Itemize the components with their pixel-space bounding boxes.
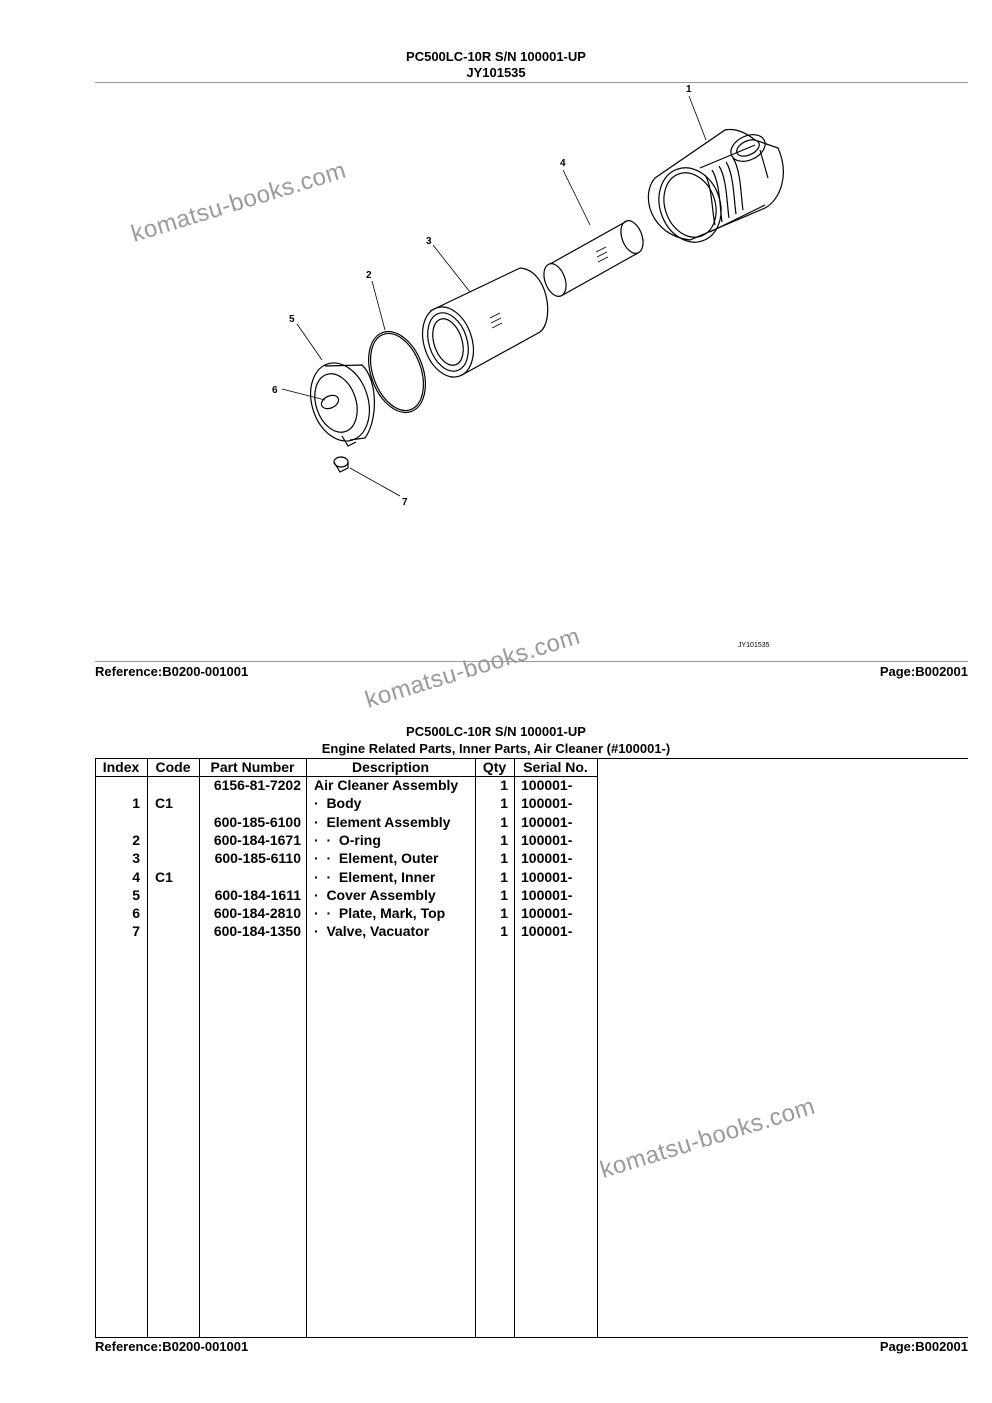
cell-serial: 100001-	[521, 850, 573, 867]
header-index: Index	[102, 759, 140, 775]
vacuator-valve	[334, 457, 348, 472]
header-part-number: Part Number	[210, 759, 295, 775]
cell-qty: 1	[500, 923, 508, 940]
cell-qty: 1	[500, 831, 508, 848]
cell-index: 5	[132, 886, 140, 903]
cell-serial: 100001-	[521, 886, 573, 903]
table-page-title: PC500LC-10R S/N 100001-UP	[406, 724, 586, 739]
watermark: komatsu-books.com	[597, 1092, 819, 1184]
cell-index: 7	[132, 923, 140, 940]
cell-serial: 100001-	[521, 831, 573, 848]
callout-3: 3	[426, 236, 432, 247]
cell-description: · Element Assembly	[314, 813, 451, 830]
cell-part-number: 600-184-1671	[213, 831, 301, 848]
cell-code: C1	[155, 795, 173, 812]
page-label: Page:B002001	[879, 664, 968, 679]
column-divider	[306, 758, 307, 1338]
cell-part-number: 6156-81-7202	[213, 777, 301, 793]
callout-1: 1	[686, 84, 692, 95]
cell-serial: 100001-	[521, 868, 573, 885]
drawing-number: JY101535	[466, 65, 526, 80]
cell-description: · · Plate, Mark, Top	[314, 905, 446, 922]
column-divider	[147, 758, 148, 1338]
watermark: komatsu-books.com	[362, 622, 584, 714]
cell-qty: 1	[500, 813, 508, 830]
reference-label: Reference:B0200-001001	[95, 1339, 249, 1354]
header-code: Code	[155, 759, 191, 775]
cell-description: · Cover Assembly	[314, 886, 436, 903]
page-label: Page:B002001	[879, 1339, 968, 1354]
cell-part-number: 600-184-1350	[213, 923, 301, 940]
page-title: PC500LC-10R S/N 100001-UP	[406, 49, 586, 64]
cell-part-number: 600-184-1611	[214, 886, 301, 903]
cell-index: 6	[132, 905, 140, 922]
cover-assembly	[301, 355, 379, 448]
cell-qty: 1	[500, 777, 508, 793]
reference-label: Reference:B0200-001001	[95, 664, 249, 679]
cell-part-number: 600-185-6100	[213, 813, 301, 830]
cell-serial: 100001-	[521, 923, 573, 940]
cell-serial: 100001-	[521, 813, 573, 830]
cell-description: Air Cleaner Assembly	[314, 777, 459, 793]
cell-index: 4	[132, 868, 140, 885]
cell-description: · · Element, Outer	[314, 850, 439, 867]
footer-divider	[95, 661, 968, 662]
cell-description: · · Element, Inner	[314, 868, 436, 885]
inner-element	[540, 218, 647, 300]
cell-qty: 1	[500, 795, 508, 812]
cell-serial: 100001-	[521, 905, 573, 922]
exploded-parts-diagram	[0, 0, 992, 660]
parts-table	[95, 758, 968, 1338]
table-section-title: Engine Related Parts, Inner Parts, Air Cleaner (#100001-)	[321, 741, 671, 756]
cell-description: · Body	[314, 795, 362, 812]
cell-part-number: 600-185-6110	[214, 850, 301, 867]
cell-code: C1	[155, 868, 173, 885]
drawing-code: JY101535	[738, 642, 770, 649]
cell-serial: 100001-	[521, 777, 573, 793]
cell-description: · Valve, Vacuator	[314, 923, 430, 940]
leader-lines	[282, 96, 706, 496]
outer-element	[414, 268, 548, 384]
cell-serial: 100001-	[521, 795, 573, 812]
cell-qty: 1	[500, 850, 508, 867]
cell-qty: 1	[500, 905, 508, 922]
air-cleaner-body	[648, 129, 783, 250]
header-description: Description	[351, 759, 429, 775]
callout-7: 7	[402, 497, 408, 508]
column-divider	[597, 758, 598, 1338]
header-qty: Qty	[482, 759, 507, 775]
watermark: komatsu-books.com	[128, 156, 350, 248]
cell-qty: 1	[500, 886, 508, 903]
cell-index: 3	[132, 850, 140, 867]
header-serial: Serial No.	[523, 759, 588, 775]
cell-part-number: 600-184-2810	[213, 905, 301, 922]
table-bottom-border	[95, 1337, 968, 1338]
callout-2: 2	[366, 270, 372, 281]
cell-description: · · O-ring	[314, 831, 381, 848]
callout-4: 4	[560, 158, 566, 169]
callout-6: 6	[272, 385, 278, 396]
cell-index: 2	[132, 831, 140, 848]
cell-index: 1	[132, 795, 140, 812]
column-divider	[514, 758, 515, 1338]
cell-qty: 1	[500, 868, 508, 885]
callout-5: 5	[289, 314, 295, 325]
